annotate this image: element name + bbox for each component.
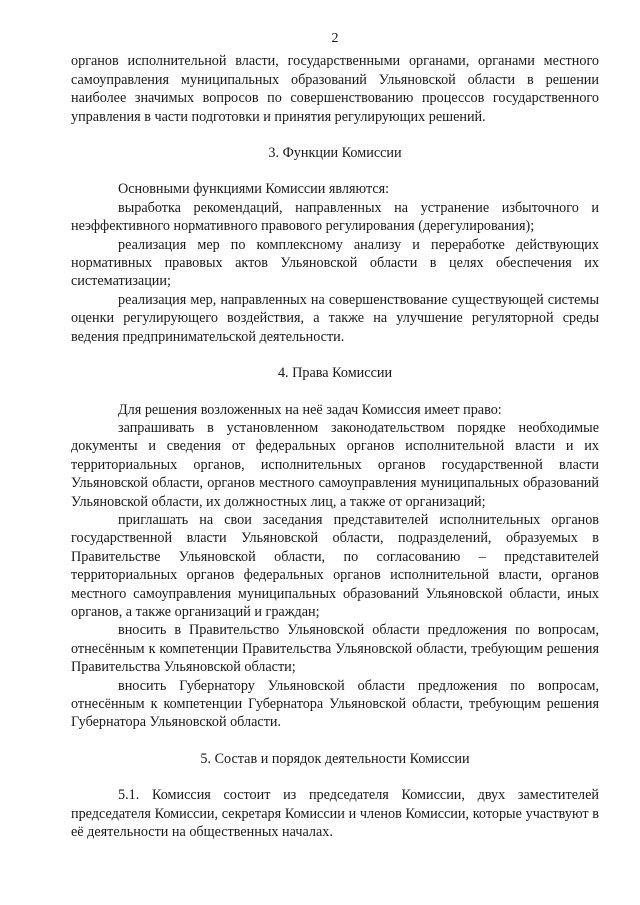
section-4-item: вносить Губернатору Ульяновской области предложения по вопросам, отнесённым к компетенции Губернатора Ульяновской области, требующим решения Губернатора Ульяновской области. bbox=[71, 677, 599, 731]
section-3-lead: Основными функциями Комиссии являются: bbox=[118, 181, 390, 198]
document-page bbox=[71, 30, 599, 841]
section-4-item: вносить в Правительство Ульяновской области предложения по вопросам, отнесённым к компетенции Правительства Ульяновской области, требующим решения Правительства Ульяновской области; bbox=[71, 622, 599, 676]
section-4-lead: Для решения возложенных на неё задач Комиссия имеет право: bbox=[118, 401, 502, 418]
section-3-item: выработка рекомендаций, направленных на устранение избыточного и неэффективного нормативного правового регулирования (дерегулирования); bbox=[71, 199, 599, 235]
section-4-heading: 4. Права Комиссии bbox=[277, 365, 393, 382]
intro-continuation: органов исполнительной власти, государственными органами, органами местного самоуправления муниципальных образований Ульяновской области в решении наиболее значимых вопросов по совершенствованию процессов государственного управления в части подготовки и принятия регулирующих решений. bbox=[71, 53, 599, 125]
section-5-heading: 5. Состав и порядок деятельности Комиссии bbox=[200, 750, 470, 767]
section-5-item: 5.1. Комиссия состоит из председателя Комиссии, двух заместителей председателя Комиссии, секретаря Комиссии и членов Комиссии, которые участвуют в её деятельности на общественных началах. bbox=[71, 787, 599, 841]
section-3-item: реализация мер, направленных на совершенствование существующей системы оценки регулирующего воздействия, а также на улучшение регуляторной среды ведения предпринимательской деятельности. bbox=[71, 291, 599, 345]
section-4-item: приглашать на свои заседания представителей исполнительных органов государственной власти Ульяновской области, подразделений, образуемых в Правительстве Ульяновской области, по согласованию – представителей территориальных органов федеральных органов исполнительной власти, органов местного самоуправления муниципальных образований Ульяновской области, иных органов, а также организаций и граждан; bbox=[71, 511, 599, 620]
section-3-heading: 3. Функции Комиссии bbox=[268, 145, 402, 162]
page-number: 2 bbox=[331, 31, 339, 46]
section-4-item: запрашивать в установленном законодательством порядке необходимые документы и сведения от федеральных органов исполнительной власти и их территориальных органов, исполнительных органов государственной власти Ульяновской области, органов местного самоуправления муниципальных образований Ульяновской области, их должностных лиц, а также от организаций; bbox=[71, 419, 599, 510]
section-3-item: реализация мер по комплексному анализу и переработке действующих нормативных правовых актов Ульяновской области в целях обеспечения их систематизации; bbox=[71, 236, 599, 290]
